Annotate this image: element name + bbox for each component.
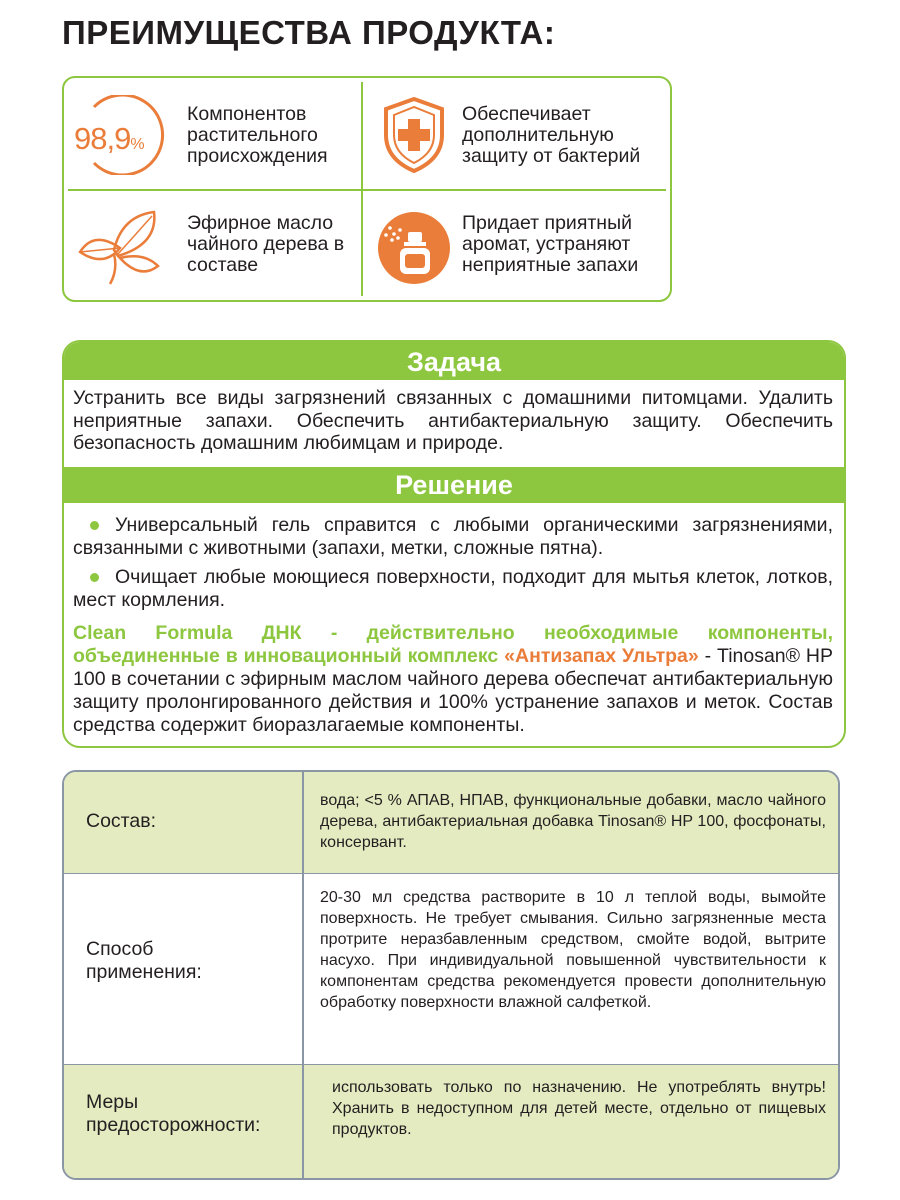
task-solution-panel — [62, 340, 846, 748]
table-row — [64, 772, 838, 873]
solution-rest-text: - Tinosan® HP 100 в сочетании с эфирным маслом чайного дерева обеспечат антибактериальную защиту пролонгированного действия и 100% устранение запахов и меток. Состав средства содержит биоразлагаемые компоненты. — [73, 645, 833, 736]
solution-heading: Решение — [64, 467, 844, 503]
solution-description — [73, 622, 833, 737]
column-divider — [302, 1065, 304, 1180]
bullet-dot-icon — [90, 521, 99, 530]
table-row — [64, 1065, 838, 1180]
percent-badge-icon — [74, 95, 166, 175]
column-divider — [302, 772, 304, 873]
task-text: Устранить все виды загрязнений связанных с домашними питомцами. Удалить неприятные запахи. Обеспечить антибактериальную защиту. Обеспечить безопасность домашним любимцам и природе. — [73, 387, 833, 454]
shield-cross-icon — [374, 95, 466, 175]
composition-label: Состав: — [86, 810, 157, 832]
advantage-text: Придает приятный аромат, устраняют неприятные запахи — [462, 212, 639, 276]
brand-text: Clean Formula ДНК - действительно необходимые компоненты, объединенные в инновационный комплекс — [73, 622, 833, 667]
list-item: Очищает любые моющиеся поверхности, подходит для мытья клеток, лотков, мест кормления. — [73, 566, 833, 611]
table-row — [64, 873, 838, 1065]
column-divider — [302, 874, 304, 1064]
advantage-text: Обеспечивает дополнительную защиту от бактерий — [462, 103, 641, 167]
tea-leaves-icon — [74, 208, 166, 288]
bullet-dot-icon — [90, 573, 99, 582]
list-item: Универсальный гель справится с любыми органическими загрязнениями, связанными с животными (запахи, метки, сложные пятна). — [73, 514, 833, 559]
advantage-fragrance — [364, 191, 660, 301]
advantage-plant-components — [64, 78, 360, 188]
advantage-tea-tree-oil — [64, 191, 360, 301]
usage-value: 20-30 мл средства растворите в 10 л теплой воды, вымойте поверхность. Не требует смывания. Сильно загрязненные места протрите неразбавленным средством, смойте водой, вытрите насухо. При индивидуальной повышенной чувствительности к компонентам средства рекомендуется провести дополнительную обработку поверхности влажной салфеткой. — [320, 889, 826, 1011]
precautions-value: использовать только по назначению. Не употреблять внутрь! Хранить в недоступном для детей месте, отдельно от пищевых продуктов. — [332, 1079, 826, 1138]
advantage-text: Компонентов растительного происхождения — [187, 103, 328, 167]
usage-label: Способ применения: — [86, 938, 202, 983]
spray-bottle-icon — [374, 208, 466, 288]
precautions-label: Меры предосторожности: — [86, 1091, 261, 1136]
complex-name: «Антизапах Ультра» — [504, 645, 699, 667]
page-title: ПРЕИМУЩЕСТВА ПРОДУКТА: — [62, 14, 556, 51]
advantages-grid — [62, 76, 672, 302]
composition-value: вода; <5 % АПАВ, НПАВ, функциональные добавки, масло чайного дерева, антибактериальная добавка Tinosan® HP 100, фосфонаты, консервант. — [320, 792, 826, 851]
percent-badge-value: 98,9% — [74, 121, 145, 156]
advantage-text: Эфирное масло чайного дерева в составе — [187, 212, 345, 276]
task-heading: Задача — [64, 342, 844, 380]
advantage-antibacterial — [364, 78, 660, 188]
solution-bullets — [73, 514, 833, 618]
product-details-table — [62, 770, 840, 1180]
